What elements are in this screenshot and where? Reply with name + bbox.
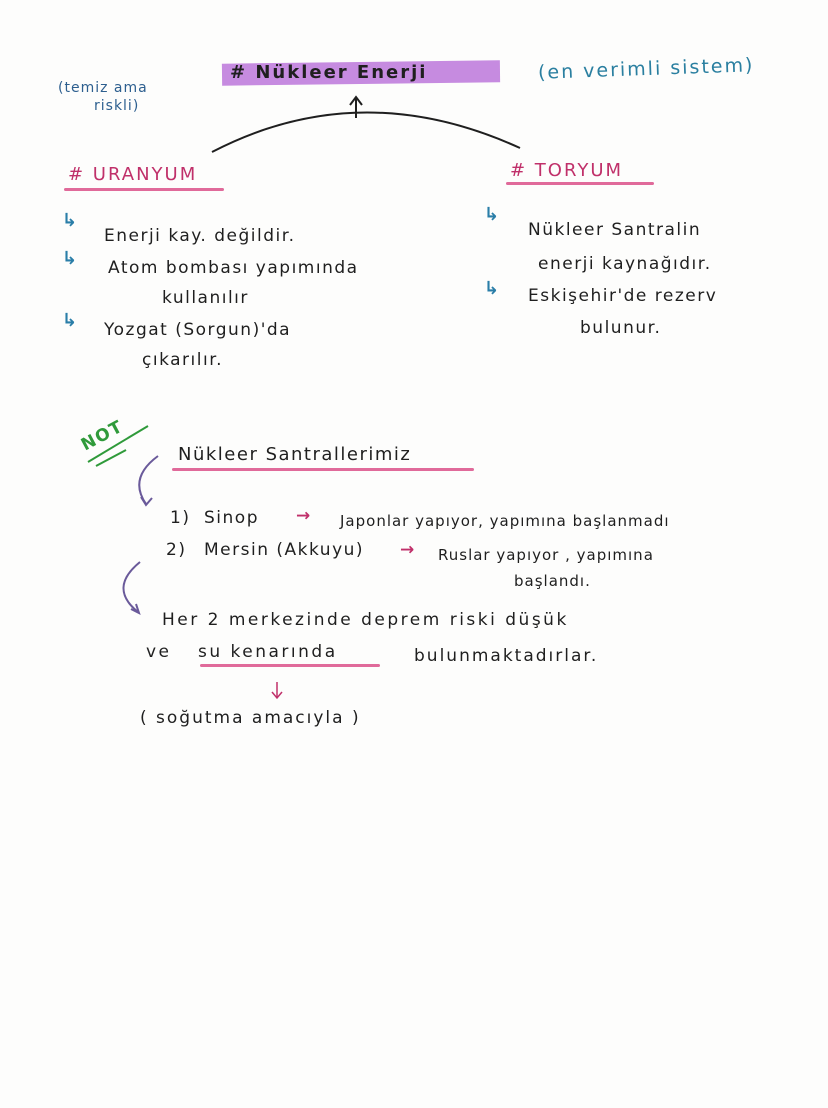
plant1-number: 1) [170, 508, 191, 528]
summary-line2-start: ve [146, 642, 172, 662]
note-tag: NOT [77, 416, 127, 456]
thorium-heading: # TORYUM [510, 160, 624, 181]
connector-arc [212, 112, 520, 152]
uranium-item-4: Yozgat (Sorgun)'da [104, 320, 292, 340]
note-heading-underline [172, 468, 474, 471]
thorium-item-1: Nükleer Santralin [528, 220, 702, 240]
uranium-heading: # URANYUM [68, 164, 198, 185]
page-title: # Nükleer Enerji [230, 62, 428, 83]
plant1-name: Sinop [204, 508, 259, 528]
thorium-item-3: Eskişehir'de rezerv [528, 286, 718, 306]
note-heading: Nükleer Santrallerimiz [178, 444, 412, 465]
bullet-arrow-icon: ↳ [62, 310, 78, 331]
plant2-desc-line2: başlandı. [514, 572, 591, 590]
summary-underline [200, 664, 380, 667]
cooling-note: ( soğutma amacıyla ) [140, 708, 361, 728]
thorium-item-4: bulunur. [580, 318, 662, 338]
arrow-right-icon: → [296, 506, 312, 526]
plant2-name: Mersin (Akkuyu) [204, 540, 365, 560]
uranium-item-5: çıkarılır. [142, 350, 224, 370]
curve-arrow-icon [123, 562, 140, 612]
arrow-right-icon: → [400, 540, 416, 560]
uranium-item-3: kullanılır [162, 288, 249, 308]
bullet-arrow-icon: ↳ [62, 210, 78, 231]
left-note-line2: riskli) [94, 98, 140, 114]
thorium-heading-underline [506, 182, 654, 185]
plant2-desc-line1: Ruslar yapıyor , yapımına [438, 546, 654, 564]
uranium-item-2: Atom bombası yapımında [108, 258, 359, 278]
uranium-item-1: Enerji kay. değildir. [104, 226, 296, 246]
bullet-arrow-icon: ↳ [62, 248, 78, 269]
plant1-desc: Japonlar yapıyor, yapımına başlanmadı [340, 512, 670, 530]
summary-line2-highlight: su kenarında [198, 642, 338, 662]
plant2-number: 2) [166, 540, 187, 560]
curve-arrow-icon [139, 456, 158, 504]
bullet-arrow-icon: ↳ [484, 204, 500, 225]
summary-line1: Her 2 merkezinde deprem riski düşük [162, 610, 569, 630]
thorium-item-2: enerji kaynağıdır. [538, 254, 712, 274]
left-note-line1: (temiz ama [58, 80, 148, 96]
uranium-heading-underline [64, 188, 224, 191]
right-note: (en verimli sistem) [537, 54, 755, 84]
summary-line2-end: bulunmaktadırlar. [414, 646, 599, 666]
bullet-arrow-icon: ↳ [484, 278, 500, 299]
